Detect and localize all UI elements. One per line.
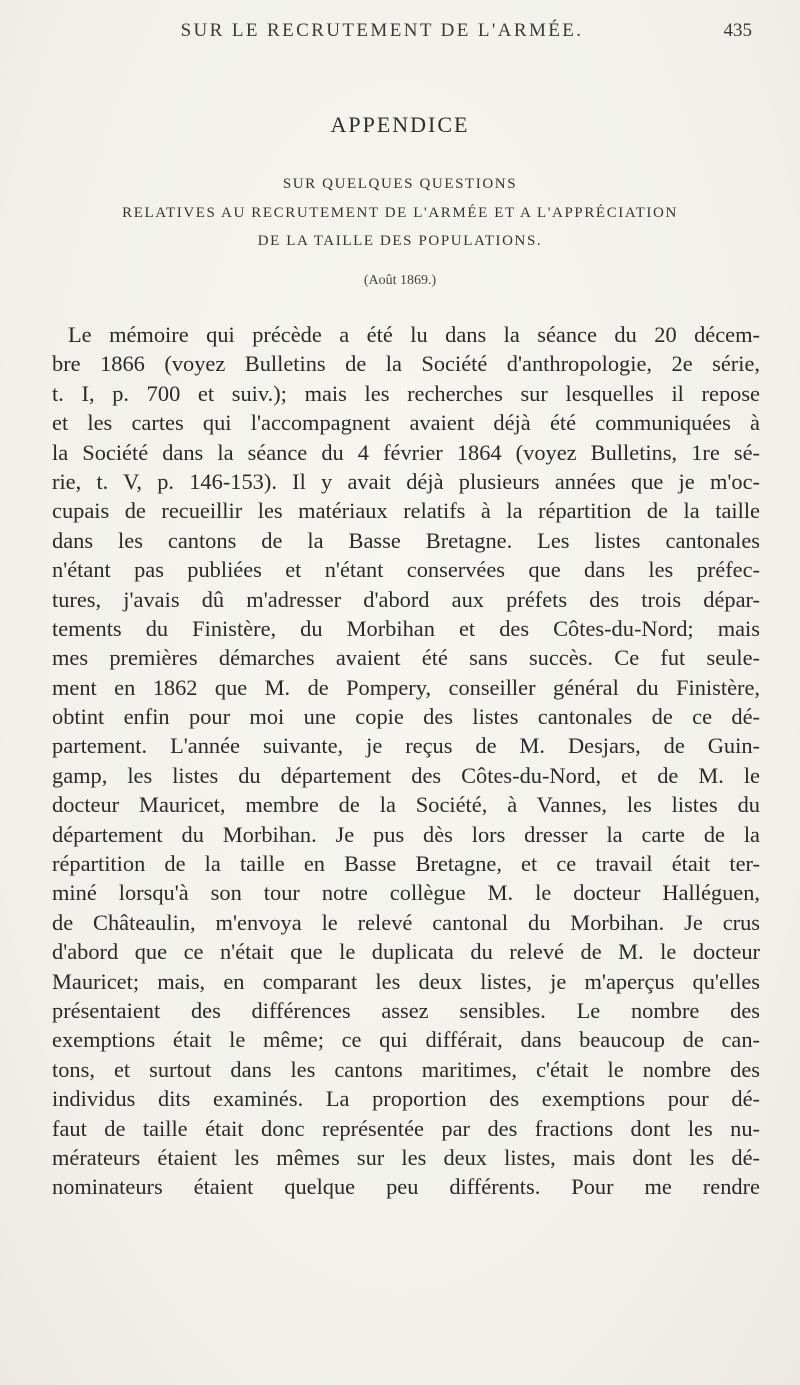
text-line: gamp, les listes du département des Côtes-du-Nord, et de M. le xyxy=(52,762,760,788)
text-line: dans les cantons de la Basse Bretagne. Les listes cantonales xyxy=(52,527,760,553)
text-line: n'étant pas publiées et n'étant conservées que dans les préfec- xyxy=(52,557,760,583)
text-line: t. I, p. 700 et suiv.); mais les recherches sur lesquelles il repose xyxy=(52,380,760,406)
running-head xyxy=(0,20,800,50)
text-line: bre 1866 (voyez Bulletins de la Société d'anthropologie, 2e série, xyxy=(52,351,760,377)
text-line: mérateurs étaient les mêmes sur les deux listes, mais dont les dé- xyxy=(52,1144,760,1170)
page-number: 435 xyxy=(723,20,752,41)
text-line: partement. L'année suivante, je reçus de M. Desjars, de Guin- xyxy=(52,733,760,759)
text-line: présentaient des différences assez sensibles. Le nombre des xyxy=(52,997,760,1023)
text-line: de Châteaulin, m'envoya le relevé cantonal du Morbihan. Je crus xyxy=(52,909,760,935)
text-line: mes premières démarches avaient été sans succès. Ce fut seule- xyxy=(52,645,760,671)
text-line: docteur Mauricet, membre de la Société, à Vannes, les listes du xyxy=(52,792,760,818)
text-line: nominateurs étaient quelque peu différents. Pour me rendre xyxy=(52,1174,760,1200)
text-line: d'abord que ce n'était que le duplicata du relevé de M. le docteur xyxy=(52,939,760,965)
text-line: Le mémoire qui précède a été lu dans la séance du 20 décem- xyxy=(68,322,760,347)
text-line: la Société dans la séance du 4 février 1864 (voyez Bulletins, 1re sé- xyxy=(52,439,760,465)
text-line: rie, t. V, p. 146-153). Il y avait déjà plusieurs années que je m'oc- xyxy=(52,468,760,494)
appendix-subtitle-line: DE LA TAILLE DES POPULATIONS. xyxy=(257,233,543,249)
text-line: exemptions était le même; ce qui différait, dans beaucoup de can- xyxy=(52,1027,760,1053)
text-line: cupais de recueillir les matériaux relatifs à la répartition de la taille xyxy=(52,498,760,524)
text-line: département du Morbihan. Je pus dès lors dresser la carte de la xyxy=(52,821,760,847)
appendix-date: (Août 1869.) xyxy=(363,273,437,288)
running-title: SUR LE RECRUTEMENT DE L'ARMÉE. xyxy=(180,20,584,41)
text-line: et les cartes qui l'accompagnent avaient déjà été communiquées à xyxy=(52,410,760,436)
text-line: faut de taille était donc représentée par des fractions dont les nu- xyxy=(52,1115,760,1141)
body-paragraph xyxy=(52,320,760,1202)
text-line: individus dits examinés. La proportion des exemptions pour dé- xyxy=(52,1086,760,1112)
text-line: tons, et surtout dans les cantons maritimes, c'était le nombre des xyxy=(52,1056,760,1082)
appendix-subtitle-line: RELATIVES AU RECRUTEMENT DE L'ARMÉE ET A L'APPRÉCIATION xyxy=(122,205,678,221)
appendix-title: APPENDICE xyxy=(330,112,470,137)
text-line: Mauricet; mais, en comparant les deux listes, je m'aperçus qu'elles xyxy=(52,968,760,994)
text-line: tures, j'avais dû m'adresser d'abord aux préfets des trois dépar- xyxy=(52,586,760,612)
appendix-subtitle-line: SUR QUELQUES QUESTIONS xyxy=(282,176,518,192)
text-line: obtint enfin pour moi une copie des listes cantonales de ce dé- xyxy=(52,704,760,730)
text-line: tements du Finistère, du Morbihan et des Côtes-du-Nord; mais xyxy=(52,615,760,641)
text-line: miné lorsqu'à son tour notre collègue M. le docteur Halléguen, xyxy=(52,880,760,906)
text-line: ment en 1862 que M. de Pompery, conseiller général du Finistère, xyxy=(52,674,760,700)
text-line: répartition de la taille en Basse Bretagne, et ce travail était ter- xyxy=(52,851,760,877)
